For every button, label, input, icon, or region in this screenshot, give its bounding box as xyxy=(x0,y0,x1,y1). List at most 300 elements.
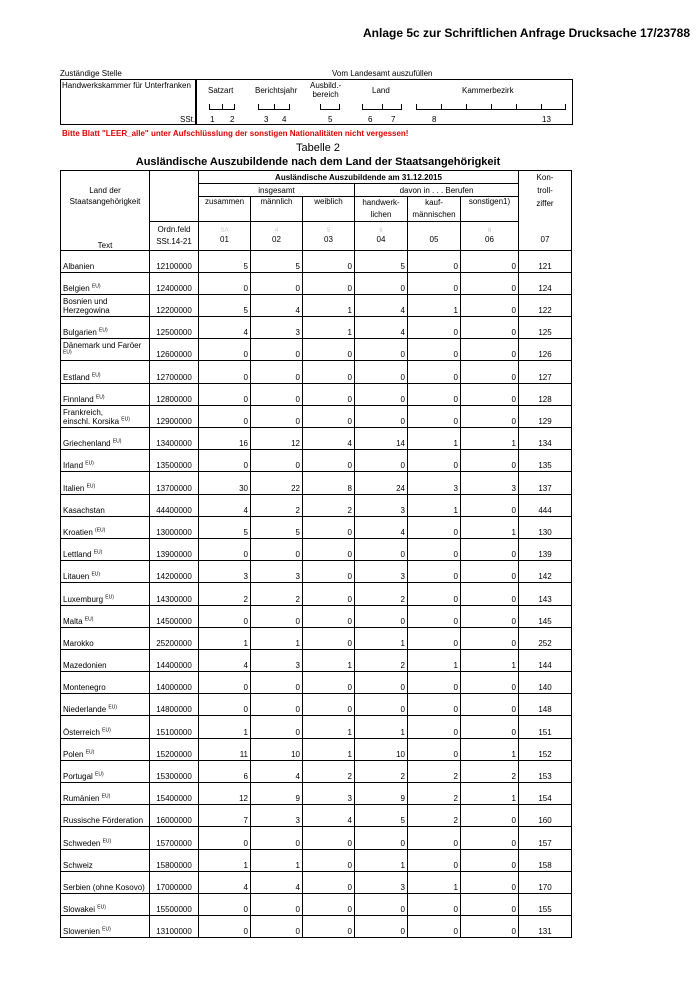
value-handwerklich: 0 xyxy=(355,916,408,938)
colnum-07: 07 xyxy=(519,222,572,251)
value-zusammen: 5 xyxy=(199,294,251,316)
value-kaufmaennisch: 0 xyxy=(408,383,461,405)
eu-marker: EU) xyxy=(86,482,96,489)
value-handwerklich: 0 xyxy=(355,694,408,716)
table-row xyxy=(61,760,572,782)
country-name: Slowakei $^{EU)}$ xyxy=(61,893,150,915)
table-row xyxy=(61,849,572,871)
colnum-02: 4 02 xyxy=(251,222,303,251)
value-weiblich: 0 xyxy=(303,561,355,583)
value-zusammen: 12 xyxy=(199,783,251,805)
table-title: Ausländische Auszubildende nach dem Land der Staatsangehörigkeit xyxy=(135,156,501,168)
value-handwerklich: 0 xyxy=(355,893,408,915)
table-row xyxy=(61,405,572,427)
value-maennlich: 2 xyxy=(251,583,303,605)
value-zusammen: 0 xyxy=(199,893,251,915)
country-name: Griechenland $^{EU)}$ xyxy=(61,428,150,450)
value-sonstige: 0 xyxy=(461,339,519,361)
ordnungsfeld-code: 13900000 xyxy=(150,538,199,560)
header-land-2: Staatsangehörigkeit xyxy=(61,197,150,222)
value-handwerklich: 0 xyxy=(355,450,408,472)
value-weiblich: 0 xyxy=(303,361,355,383)
kontrollziffer: 139 xyxy=(519,538,572,560)
tick-num-5: 5 xyxy=(328,115,333,124)
kontrollziffer: 134 xyxy=(519,428,572,450)
value-sonstige: 0 xyxy=(461,361,519,383)
value-maennlich: 0 xyxy=(251,916,303,938)
eu-marker: EU) xyxy=(85,749,95,756)
value-weiblich: 0 xyxy=(303,916,355,938)
value-sonstige: 0 xyxy=(461,272,519,294)
value-handwerklich: 0 xyxy=(355,672,408,694)
value-kaufmaennisch: 0 xyxy=(408,605,461,627)
value-maennlich: 4 xyxy=(251,294,303,316)
value-handwerklich: 0 xyxy=(355,538,408,560)
header-kontroll: Kon- troll- ziffer xyxy=(519,171,572,222)
kontrollziffer: 151 xyxy=(519,716,572,738)
value-zusammen: 0 xyxy=(199,916,251,938)
tick-num-2: 2 xyxy=(230,115,235,124)
value-sonstige: 0 xyxy=(461,916,519,938)
ordnungsfeld-code: 12100000 xyxy=(150,250,199,272)
ordnungsfeld-code: 17000000 xyxy=(150,871,199,893)
table-row xyxy=(61,294,572,316)
value-zusammen: 1 xyxy=(199,627,251,649)
ordnungsfeld-code: 13700000 xyxy=(150,472,199,494)
value-maennlich: 0 xyxy=(251,538,303,560)
header-group-main: Ausländische Auszubildende am 31.12.2015 xyxy=(199,171,519,184)
value-weiblich: 0 xyxy=(303,605,355,627)
table-row xyxy=(61,871,572,893)
value-kaufmaennisch: 0 xyxy=(408,317,461,339)
eu-marker: EU) xyxy=(63,349,72,356)
ordnungsfeld-code: 15100000 xyxy=(150,716,199,738)
value-zusammen: 16 xyxy=(199,428,251,450)
value-sonstige: 0 xyxy=(461,583,519,605)
ordnungsfeld-code: 44400000 xyxy=(150,494,199,516)
eu-marker: EU) xyxy=(99,327,108,334)
kontrollziffer: 155 xyxy=(519,893,572,915)
zustaendige-stelle-label: Zuständige Stelle xyxy=(60,69,122,78)
kontrollziffer: 154 xyxy=(519,783,572,805)
sst-label: SSt. xyxy=(180,115,196,124)
eu-marker: EU) xyxy=(93,549,103,556)
value-maennlich: 3 xyxy=(251,649,303,671)
table-row xyxy=(61,272,572,294)
eu-marker: EU) xyxy=(102,837,112,844)
value-kaufmaennisch: 0 xyxy=(408,516,461,538)
header-group-insgesamt: insgesamt xyxy=(199,184,355,197)
value-weiblich: 0 xyxy=(303,339,355,361)
value-zusammen: 11 xyxy=(199,738,251,760)
ordnungsfeld-code: 12700000 xyxy=(150,361,199,383)
value-weiblich: 1 xyxy=(303,738,355,760)
kontrollziffer: 125 xyxy=(519,317,572,339)
value-kaufmaennisch: 0 xyxy=(408,672,461,694)
value-kaufmaennisch: 0 xyxy=(408,716,461,738)
value-weiblich: 0 xyxy=(303,405,355,427)
value-kaufmaennisch: 0 xyxy=(408,916,461,938)
value-sonstige: 1 xyxy=(461,783,519,805)
ordnungsfeld-code: 12200000 xyxy=(150,294,199,316)
country-name: Litauen $^{EU)}$ xyxy=(61,561,150,583)
value-sonstige: 0 xyxy=(461,827,519,849)
value-kaufmaennisch: 0 xyxy=(408,893,461,915)
value-kaufmaennisch: 0 xyxy=(408,827,461,849)
kontrollziffer: 140 xyxy=(519,672,572,694)
eu-marker: EU) xyxy=(91,283,101,290)
warning-note: Bitte Blatt "LEER_alle" unter Aufschlüsslung der sonstigen Nationalitäten nicht vergessen! xyxy=(62,129,409,138)
value-maennlich: 0 xyxy=(251,694,303,716)
eu-marker: EU) xyxy=(121,416,130,423)
tick-num-6: 6 xyxy=(368,115,373,124)
ordnungsfeld-code: 14000000 xyxy=(150,672,199,694)
value-maennlich: 0 xyxy=(251,672,303,694)
country-name: Irland $^{EU)}$ xyxy=(61,450,150,472)
country-name: Niederlande $^{EU)}$ xyxy=(61,694,150,716)
value-kaufmaennisch: 0 xyxy=(408,538,461,560)
value-handwerklich: 2 xyxy=(355,649,408,671)
header-blank-ordn-2 xyxy=(150,184,199,197)
colnum-06: 6 06 xyxy=(461,222,519,251)
country-name: Rumänien $^{EU)}$ xyxy=(61,783,150,805)
country-name: Kasachstan xyxy=(61,494,150,516)
value-handwerklich: 10 xyxy=(355,738,408,760)
value-zusammen: 4 xyxy=(199,871,251,893)
kontrollziffer: 252 xyxy=(519,627,572,649)
value-sonstige: 0 xyxy=(461,383,519,405)
value-weiblich: 3 xyxy=(303,783,355,805)
ordnungsfeld-code: 15200000 xyxy=(150,738,199,760)
value-kaufmaennisch: 0 xyxy=(408,250,461,272)
country-name: Dänemark und Faröer $^{EU)}$ xyxy=(61,339,150,361)
kontrollziffer: 153 xyxy=(519,760,572,782)
value-maennlich: 4 xyxy=(251,871,303,893)
header-text: Text xyxy=(61,222,150,251)
value-zusammen: 0 xyxy=(199,827,251,849)
kontrollziffer: 122 xyxy=(519,294,572,316)
table-row xyxy=(61,805,572,827)
value-handwerklich: 14 xyxy=(355,428,408,450)
country-name: Schweiz xyxy=(61,849,150,871)
kontrollziffer: 142 xyxy=(519,561,572,583)
kontrollziffer: 131 xyxy=(519,916,572,938)
table-row xyxy=(61,893,572,915)
country-name: Russische Förderation xyxy=(61,805,150,827)
kontrollziffer: 129 xyxy=(519,405,572,427)
table-row xyxy=(61,317,572,339)
value-zusammen: 0 xyxy=(199,694,251,716)
value-zusammen: 4 xyxy=(199,649,251,671)
value-sonstige: 0 xyxy=(461,494,519,516)
value-kaufmaennisch: 0 xyxy=(408,849,461,871)
country-name: Lettland $^{EU)}$ xyxy=(61,538,150,560)
table-row xyxy=(61,694,572,716)
ordnungsfeld-code: 12900000 xyxy=(150,405,199,427)
kontrollziffer: 144 xyxy=(519,649,572,671)
value-handwerklich: 5 xyxy=(355,805,408,827)
value-zusammen: 7 xyxy=(199,805,251,827)
country-name: Serbien (ohne Kosovo) xyxy=(61,871,150,893)
country-name: Bulgarien $^{EU)}$ xyxy=(61,317,150,339)
table-number: Tabelle 2 xyxy=(295,142,341,154)
country-name: Marokko xyxy=(61,627,150,649)
field-berichtsjahr: Berichtsjahr xyxy=(255,86,298,95)
value-weiblich: 0 xyxy=(303,516,355,538)
table-row xyxy=(61,450,572,472)
value-sonstige: 0 xyxy=(461,317,519,339)
tick-num-4: 4 xyxy=(282,115,287,124)
value-kaufmaennisch: 1 xyxy=(408,428,461,450)
value-kaufmaennisch: 0 xyxy=(408,583,461,605)
value-maennlich: 5 xyxy=(251,516,303,538)
value-handwerklich: 0 xyxy=(355,405,408,427)
value-maennlich: 0 xyxy=(251,339,303,361)
ordnungsfeld-code: 15700000 xyxy=(150,827,199,849)
value-zusammen: 0 xyxy=(199,405,251,427)
value-handwerklich: 4 xyxy=(355,317,408,339)
value-maennlich: 0 xyxy=(251,893,303,915)
ordnungsfeld-code: 13400000 xyxy=(150,428,199,450)
value-kaufmaennisch: 0 xyxy=(408,361,461,383)
value-weiblich: 2 xyxy=(303,760,355,782)
document-title: Anlage 5c zur Schriftlichen Anfrage Drucksache 17/23788 xyxy=(363,26,691,40)
value-zusammen: 0 xyxy=(199,538,251,560)
eu-marker: EU) xyxy=(112,438,122,445)
value-sonstige: 0 xyxy=(461,871,519,893)
value-handwerklich: 3 xyxy=(355,494,408,516)
eu-marker: EU) xyxy=(101,793,111,800)
table-row xyxy=(61,649,572,671)
field-land: Land xyxy=(372,86,390,95)
value-sonstige: 0 xyxy=(461,605,519,627)
country-name: Slowenien $^{EU)}$ xyxy=(61,916,150,938)
table-row xyxy=(61,738,572,760)
value-maennlich: 4 xyxy=(251,760,303,782)
kontrollziffer: 152 xyxy=(519,738,572,760)
value-weiblich: 1 xyxy=(303,317,355,339)
value-handwerklich: 1 xyxy=(355,849,408,871)
value-kaufmaennisch: 0 xyxy=(408,450,461,472)
kontrollziffer: 143 xyxy=(519,583,572,605)
value-weiblich: 0 xyxy=(303,893,355,915)
country-name: Mazedonien xyxy=(61,649,150,671)
field-kammerbezirk: Kammerbezirk xyxy=(462,86,514,95)
value-maennlich: 9 xyxy=(251,783,303,805)
ordnungsfeld-code: 12500000 xyxy=(150,317,199,339)
kontrollziffer: 135 xyxy=(519,450,572,472)
value-sonstige: 0 xyxy=(461,405,519,427)
country-name: Schweden $^{EU)}$ xyxy=(61,827,150,849)
value-zusammen: 5 xyxy=(199,516,251,538)
eu-marker: EU) xyxy=(97,904,106,911)
kontrollziffer: 444 xyxy=(519,494,572,516)
value-weiblich: 8 xyxy=(303,472,355,494)
value-kaufmaennisch: 0 xyxy=(408,561,461,583)
field-ausbildungsbereich: Ausbild.- bereich xyxy=(310,81,342,99)
value-weiblich: 0 xyxy=(303,383,355,405)
tick-num-7: 7 xyxy=(391,115,396,124)
ordnungsfeld-code: 12800000 xyxy=(150,383,199,405)
value-zusammen: 0 xyxy=(199,672,251,694)
kontrollziffer: 137 xyxy=(519,472,572,494)
country-name: Bosnien und Herzegowina xyxy=(61,294,150,316)
table-row xyxy=(61,672,572,694)
value-kaufmaennisch: 1 xyxy=(408,871,461,893)
kontrollziffer: 127 xyxy=(519,361,572,383)
value-handwerklich: 0 xyxy=(355,361,408,383)
value-maennlich: 22 xyxy=(251,472,303,494)
table-row xyxy=(61,916,572,938)
value-sonstige: 0 xyxy=(461,893,519,915)
kontrollziffer: 130 xyxy=(519,516,572,538)
eu-marker: EU) xyxy=(95,771,104,778)
value-zusammen: 0 xyxy=(199,361,251,383)
ordnungsfeld-code: 13500000 xyxy=(150,450,199,472)
country-name: Italien $^{EU)}$ xyxy=(61,472,150,494)
ordnungsfeld-code: 15800000 xyxy=(150,849,199,871)
value-maennlich: 12 xyxy=(251,428,303,450)
value-sonstige: 0 xyxy=(461,561,519,583)
ordnungsfeld-code: 14800000 xyxy=(150,694,199,716)
ordnungsfeld-code: 15400000 xyxy=(150,783,199,805)
value-kaufmaennisch: 0 xyxy=(408,272,461,294)
table-row xyxy=(61,561,572,583)
table-row xyxy=(61,472,572,494)
value-zusammen: 0 xyxy=(199,605,251,627)
value-maennlich: 2 xyxy=(251,494,303,516)
value-zusammen: 0 xyxy=(199,339,251,361)
colnum-01: SA 01 xyxy=(199,222,251,251)
value-sonstige: 0 xyxy=(461,849,519,871)
value-maennlich: 3 xyxy=(251,805,303,827)
header-group-davon: davon in . . . Berufen xyxy=(355,184,519,197)
value-kaufmaennisch: 0 xyxy=(408,405,461,427)
table-row xyxy=(61,583,572,605)
table-row xyxy=(61,428,572,450)
ordnungsfeld-code: 12400000 xyxy=(150,272,199,294)
value-sonstige: 0 xyxy=(461,450,519,472)
value-weiblich: 0 xyxy=(303,272,355,294)
eu-marker: EU) xyxy=(102,726,111,733)
value-maennlich: 0 xyxy=(251,450,303,472)
value-handwerklich: 2 xyxy=(355,760,408,782)
value-handwerklich: 24 xyxy=(355,472,408,494)
eu-marker: EU) xyxy=(91,371,101,378)
table-row xyxy=(61,783,572,805)
table-row xyxy=(61,538,572,560)
colnum-03: 5 03 xyxy=(303,222,355,251)
header-handwerklich: handwerk- lichen xyxy=(355,197,408,222)
ordnungsfeld-code: 14500000 xyxy=(150,605,199,627)
value-handwerklich: 2 xyxy=(355,583,408,605)
value-maennlich: 0 xyxy=(251,716,303,738)
header-zusammen: zusammen xyxy=(199,197,251,222)
value-kaufmaennisch: 3 xyxy=(408,472,461,494)
value-weiblich: 2 xyxy=(303,494,355,516)
country-name: Portugal $^{EU)}$ xyxy=(61,760,150,782)
value-handwerklich: 5 xyxy=(355,250,408,272)
landesamt-label: Vom Landesamt auszufüllen xyxy=(332,69,433,78)
eu-marker: EU) xyxy=(102,926,111,933)
value-sonstige: 1 xyxy=(461,516,519,538)
value-weiblich: 0 xyxy=(303,538,355,560)
value-maennlich: 3 xyxy=(251,561,303,583)
header-sonstige: sonstigen1) xyxy=(461,197,519,222)
value-handwerklich: 4 xyxy=(355,516,408,538)
ordnungsfeld-code: 14200000 xyxy=(150,561,199,583)
eu-marker: EU) xyxy=(85,460,94,467)
value-kaufmaennisch: 0 xyxy=(408,627,461,649)
value-sonstige: 0 xyxy=(461,294,519,316)
eu-marker: EU) xyxy=(84,616,94,623)
ordn-line-2: SSt.14-21 xyxy=(156,236,192,246)
header-maennlich: männlich xyxy=(251,197,303,222)
value-kaufmaennisch: 1 xyxy=(408,294,461,316)
eu-marker: EU) xyxy=(91,571,101,578)
ordnungsfeld-code: 15300000 xyxy=(150,760,199,782)
value-maennlich: 1 xyxy=(251,849,303,871)
value-handwerklich: 3 xyxy=(355,561,408,583)
ordn-line-1: Ordn.feld xyxy=(157,224,191,234)
header-blank-land xyxy=(61,171,150,184)
value-sonstige: 0 xyxy=(461,250,519,272)
value-sonstige: 0 xyxy=(461,805,519,827)
tick-ausbild xyxy=(320,104,340,110)
ordnungsfeld-code: 16000000 xyxy=(150,805,199,827)
value-handwerklich: 0 xyxy=(355,272,408,294)
value-zusammen: 30 xyxy=(199,472,251,494)
value-weiblich: 0 xyxy=(303,827,355,849)
tick-num-8: 8 xyxy=(432,115,437,124)
value-zusammen: 0 xyxy=(199,450,251,472)
table-row xyxy=(61,383,572,405)
kontrollziffer: 157 xyxy=(519,827,572,849)
value-sonstige: 0 xyxy=(461,627,519,649)
value-sonstige: 3 xyxy=(461,472,519,494)
value-weiblich: 4 xyxy=(303,428,355,450)
eu-marker: EU) xyxy=(105,593,114,600)
table-row xyxy=(61,516,572,538)
value-kaufmaennisch: 0 xyxy=(408,339,461,361)
ordnungsfeld-code: 13000000 xyxy=(150,516,199,538)
value-maennlich: 5 xyxy=(251,250,303,272)
header-kaufmaennisch: kauf- männischen xyxy=(408,197,461,222)
table-row xyxy=(61,605,572,627)
country-name: Luxemburg $^{EU)}$ xyxy=(61,583,150,605)
eu-marker: EU) xyxy=(95,394,105,401)
colnum-05: 05 xyxy=(408,222,461,251)
value-zusammen: 4 xyxy=(199,494,251,516)
colnum-04: 6 04 xyxy=(355,222,408,251)
value-maennlich: 0 xyxy=(251,361,303,383)
zustaendige-stelle-value: Handwerkskammer für Unterfranken xyxy=(62,81,191,90)
value-kaufmaennisch: 2 xyxy=(408,783,461,805)
table-row xyxy=(61,250,572,272)
value-zusammen: 1 xyxy=(199,716,251,738)
header-blank-ordn-3 xyxy=(150,197,199,222)
value-zusammen: 3 xyxy=(199,561,251,583)
tick-num-13: 13 xyxy=(542,115,551,124)
kontrollziffer: 158 xyxy=(519,849,572,871)
table-row xyxy=(61,494,572,516)
value-weiblich: 0 xyxy=(303,627,355,649)
value-maennlich: 0 xyxy=(251,405,303,427)
data-table xyxy=(60,170,572,938)
value-handwerklich: 1 xyxy=(355,716,408,738)
value-sonstige: 0 xyxy=(461,538,519,560)
value-maennlich: 0 xyxy=(251,383,303,405)
